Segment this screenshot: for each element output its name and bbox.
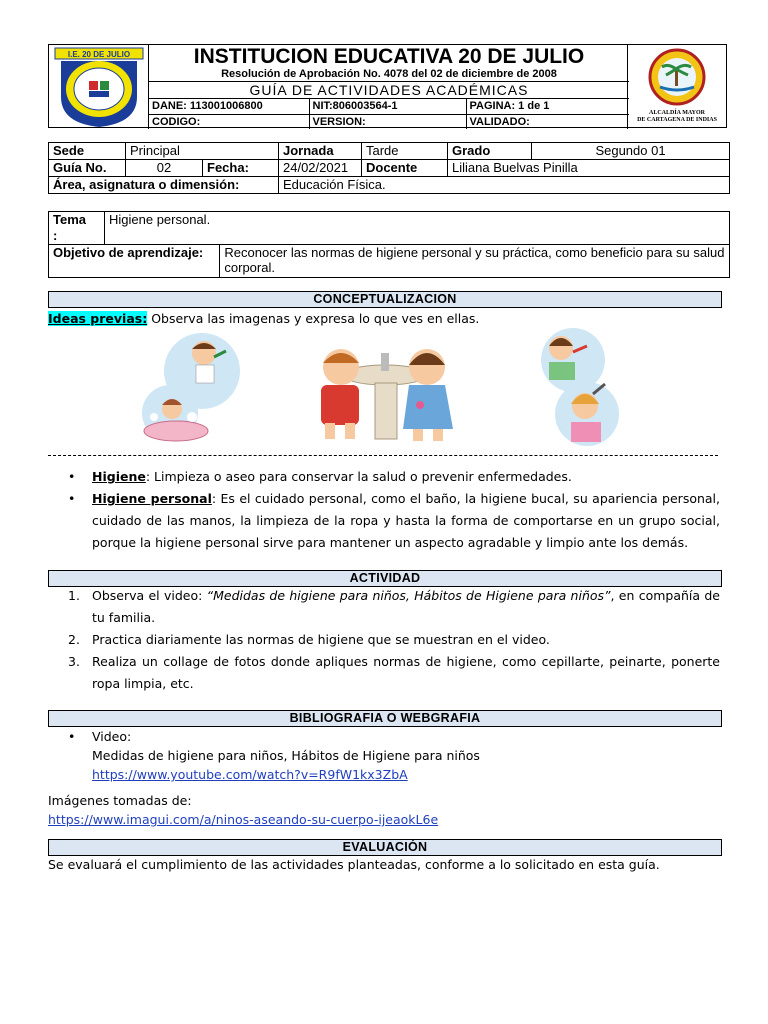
bathing-children-illustration — [140, 333, 245, 445]
activity-number: 1. — [68, 588, 80, 603]
fecha-label: Fecha: — [203, 160, 279, 177]
handwashing-children-illustration — [305, 345, 465, 445]
concepts-list — [68, 466, 720, 554]
school-logo-text: I.E. 20 DE JULIO — [67, 50, 131, 59]
jornada-label: Jornada — [279, 143, 362, 160]
ideas-previas-text: Observa las imagenas y expresa lo que ves en ellas. — [151, 311, 480, 326]
nit-cell: NIT:806003564-1 — [309, 99, 466, 114]
codigo-cell: CODIGO: — [149, 114, 309, 129]
concept-item-higiene: • Higiene: Limpieza o aseo para conservar la salud o prevenir enfermedades. — [68, 469, 572, 484]
guia-label: Guía No. — [49, 160, 126, 177]
institution-title: INSTITUCION EDUCATIVA 20 DE JULIO — [193, 45, 585, 68]
validado-cell: VALIDADO: — [466, 114, 629, 129]
activities-list — [68, 585, 720, 695]
docente-value: Liliana Buelvas Pinilla — [448, 160, 730, 177]
seal-text-2: DE CARTAGENA DE INDIAS — [637, 117, 717, 123]
jornada-value: Tarde — [362, 143, 448, 160]
activity-item-1 — [68, 585, 720, 629]
activity-text: Observa el video: — [92, 588, 207, 603]
images-source — [48, 791, 438, 829]
concept-term: Higiene — [92, 469, 146, 484]
sede-value: Principal — [126, 143, 279, 160]
version-cell: VERSION: — [309, 114, 466, 129]
resolution-text: Resolución de Aprobación No. 4078 del 02 de diciembre de 2008 — [221, 68, 557, 80]
info-table — [48, 142, 730, 194]
video-title-italic: “Medidas de higiene para niños, Hábitos de Higiene para niños” — [206, 588, 611, 603]
video-label: Video: — [92, 729, 132, 744]
bibliography-item: • Video: Medidas de higiene para niños, Hábitos de Higiene para niños https://www.youtube.com/watch?v=R9fW1kx3ZbA — [68, 727, 720, 784]
section-bibliografia: BIBLIOGRAFIA O WEBGRAFIA — [48, 710, 722, 727]
activity-item-3 — [68, 651, 720, 695]
ideas-previas-label: Ideas previas — [48, 311, 143, 326]
tema-label: Tema : — [49, 212, 105, 245]
grado-label: Grado — [448, 143, 532, 160]
activity-text-end: , en compañía de tu familia. — [92, 588, 720, 625]
activity-text: Realiza un collage de fotos donde apliques normas de higiene, como cepillarte, peinarte, ponerte ropa limpia, etc. — [92, 654, 720, 691]
video-title: Medidas de higiene para niños, Hábitos de Higiene para niños — [92, 748, 480, 763]
brushing-combing-illustration — [527, 326, 627, 446]
school-logo — [49, 45, 149, 129]
dashed-divider — [48, 455, 718, 456]
activity-item-2 — [68, 629, 720, 651]
pagina-cell: PAGINA: 1 de 1 — [466, 99, 629, 114]
evaluation-text: Se evaluará el cumplimiento de las actividades planteadas, conforme a lo solicitado en esta guía. — [48, 857, 660, 872]
section-conceptualizacion: CONCEPTUALIZACION — [48, 291, 722, 308]
guia-value: 02 — [126, 160, 203, 177]
guide-title: GUÍA DE ACTIVIDADES ACADÉMICAS — [149, 81, 629, 99]
grado-value: Segundo 01 — [532, 143, 730, 160]
video-link[interactable]: https://www.youtube.com/watch?v=R9fW1kx3ZbA — [92, 767, 408, 782]
topic-table — [48, 211, 730, 278]
section-evaluacion: EVALUACIÓN — [48, 839, 722, 856]
bibliography-list — [68, 727, 720, 784]
activity-number: 3. — [68, 654, 80, 669]
images-label: Imágenes tomadas de: — [48, 793, 192, 808]
city-seal-logo — [627, 45, 726, 129]
ideas-previas-line — [48, 311, 728, 326]
fecha-value: 24/02/2021 — [279, 160, 362, 177]
objetivo-value: Reconocer las normas de higiene personal y su práctica, como beneficio para su salud corporal. — [220, 245, 730, 278]
sede-label: Sede — [49, 143, 126, 160]
activity-text: Practica diariamente las normas de higiene que se muestran en el video. — [92, 632, 550, 647]
section-actividad: ACTIVIDAD — [48, 570, 722, 587]
document-header — [48, 44, 727, 128]
area-label: Área, asignatura o dimensión: — [49, 177, 279, 194]
concept-term: Higiene personal — [92, 491, 212, 506]
seal-text-1: ALCALDÍA MAYOR — [649, 110, 705, 116]
activity-number: 2. — [68, 632, 80, 647]
images-link[interactable]: https://www.imagui.com/a/ninos-aseando-su-cuerpo-ijeaokL6e — [48, 812, 439, 827]
tema-value: Higiene personal. — [105, 212, 730, 245]
concept-definition: Limpieza o aseo para conservar la salud o prevenir enfermedades. — [154, 469, 572, 484]
ideas-previas-colon: : — [142, 311, 148, 326]
dane-cell: DANE: 113001006800 — [149, 99, 309, 114]
objetivo-label: Objetivo de aprendizaje: — [49, 245, 220, 278]
area-value: Educación Física. — [279, 177, 730, 194]
concept-item-higiene-personal: • Higiene personal: Es el cuidado personal, como el baño, la higiene bucal, su apariencia personal, cuidado de las manos, la limpieza de la ropa y hasta la forma de comportarse en un grupo social, porque la higiene personal sirve para mantener un aspecto agradable y limpio ante los demás. — [68, 491, 721, 550]
docente-label: Docente — [362, 160, 448, 177]
concept-definition: Es el cuidado personal, como el baño, la higiene bucal, su apariencia personal, cuidado de las manos, la limpieza de la ropa y hasta la forma de comportarse en un grupo social, porque la higiene personal sirve para mantener un aspecto agradable y limpio ante los demás. — [92, 491, 721, 550]
